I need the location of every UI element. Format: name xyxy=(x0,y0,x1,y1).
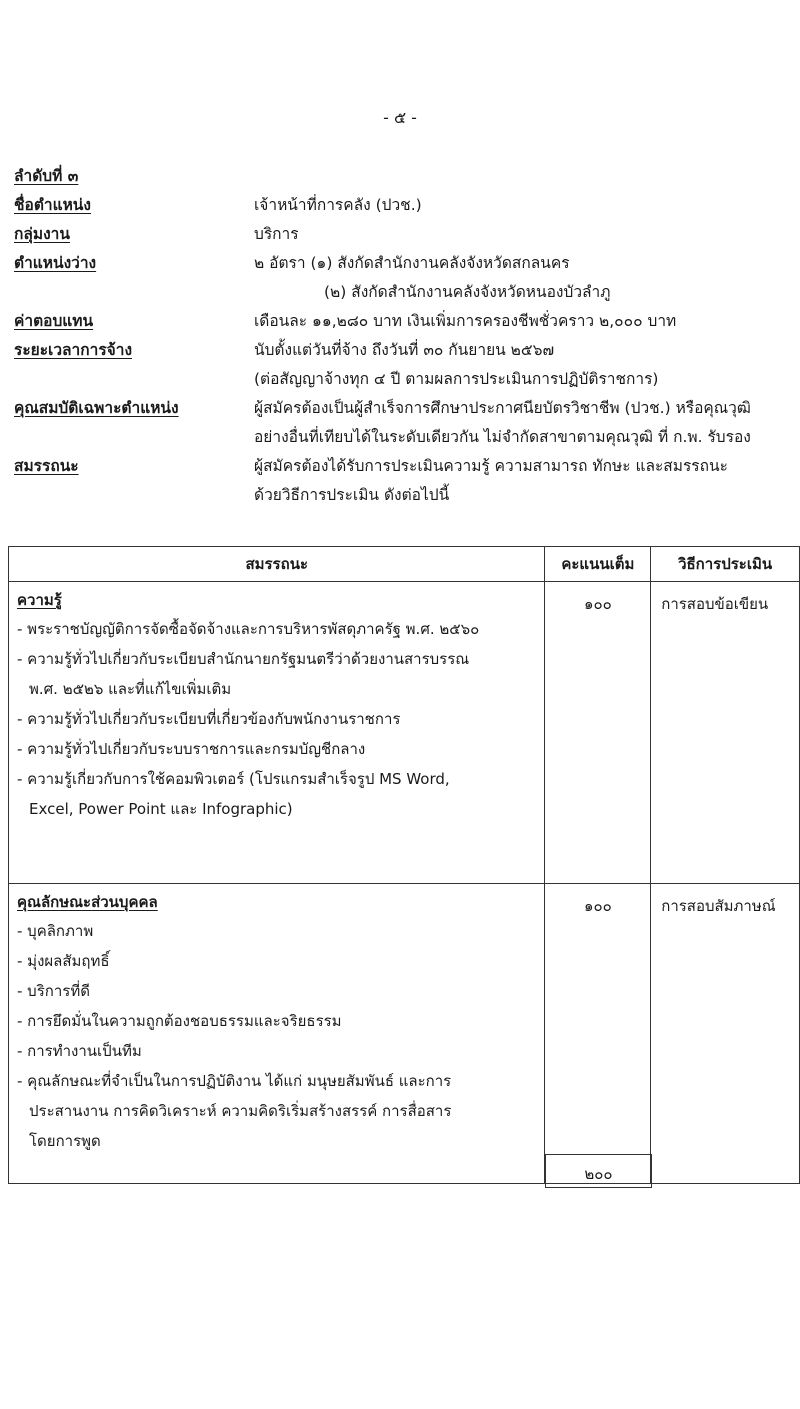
position-label: ชื่อตำแหน่ง xyxy=(14,196,91,214)
list-item: - ความรู้ทั่วไปเกี่ยวกับระเบียบที่เกี่ยวข้องกับพนักงานราชการ xyxy=(17,710,401,728)
score-cell: ๑๐๐ xyxy=(545,884,651,1184)
competency-line: ด้วยวิธีการประเมิน ดังต่อไปนี้ xyxy=(254,486,450,504)
competency-line: ผู้สมัครต้องได้รับการประเมินความรู้ ความสามารถ ทักษะ และสมรรถนะ xyxy=(254,457,728,475)
score-cell: ๑๐๐ xyxy=(545,582,651,884)
list-item: - บริการที่ดี xyxy=(17,982,90,1000)
vacancy-line: (๒) สังกัดสำนักงานคลังจังหวัดหนองบัวลำภู xyxy=(324,283,611,301)
header-full-score: คะแนนเต็ม xyxy=(545,547,651,582)
position-info xyxy=(14,162,796,510)
list-item: - บุคลิกภาพ xyxy=(17,922,94,940)
competency-label: สมรรถนะ xyxy=(14,457,79,475)
list-item: - มุ่งผลสัมฤทธิ์ xyxy=(17,952,110,970)
method-cell: การสอบสัมภาษณ์ xyxy=(651,884,800,1184)
list-item-continued: ประสานงาน การคิดวิเคราะห์ ความคิดริเริ่มสร้างสรรค์ การสื่อสาร xyxy=(29,1102,452,1120)
vacancy-label: ตำแหน่งว่าง xyxy=(14,254,97,272)
group-label: กลุ่มงาน xyxy=(14,225,70,243)
period-line: (ต่อสัญญาจ้างทุก ๔ ปี ตามผลการประเมินการปฏิบัติราชการ) xyxy=(254,370,659,388)
method-cell: การสอบข้อเขียน xyxy=(651,582,800,884)
header-competency: สมรรถนะ xyxy=(9,547,545,582)
list-item-continued: พ.ศ. ๒๕๒๖ และที่แก้ไขเพิ่มเติม xyxy=(29,680,232,698)
qualification-line: อย่างอื่นที่เทียบได้ในระดับเดียวกัน ไม่จำกัดสาขาตามคุณวุฒิ ที่ ก.พ. รับรอง xyxy=(254,428,751,446)
qualification-row xyxy=(14,394,796,452)
pay-row xyxy=(14,307,796,336)
table-row xyxy=(9,582,800,884)
period-row xyxy=(14,336,796,394)
competency-row xyxy=(14,452,796,510)
list-item: - ความรู้ทั่วไปเกี่ยวกับระเบียบสำนักนายกรัฐมนตรีว่าด้วยงานสารบรรณ xyxy=(17,650,470,668)
list-item: - การทำงานเป็นทีม xyxy=(17,1042,142,1060)
list-item-continued: โดยการพูด xyxy=(29,1132,101,1150)
position-row xyxy=(14,191,796,220)
section-knowledge xyxy=(9,582,545,884)
list-item: - ความรู้เกี่ยวกับการใช้คอมพิวเตอร์ (โปรแกรมสำเร็จรูป MS Word, xyxy=(17,770,450,788)
list-item: - พระราชบัญญัติการจัดซื้อจัดจ้างและการบริหารพัสดุภาครัฐ พ.ศ. ๒๕๖๐ xyxy=(17,620,480,638)
order-label: ลำดับที่ ๓ xyxy=(14,167,79,185)
vacancy-value xyxy=(254,249,796,307)
pay-label: ค่าตอบแทน xyxy=(14,312,94,330)
table-header-row xyxy=(9,547,800,582)
period-label: ระยะเวลาการจ้าง xyxy=(14,341,133,359)
period-line: นับตั้งแต่วันที่จ้าง ถึงวันที่ ๓๐ กันยายน ๒๕๖๗ xyxy=(254,341,555,359)
pay-value: เดือนละ ๑๑,๒๘๐ บาท เงินเพิ่มการครองชีพชั่วคราว ๒,๐๐๐ บาท xyxy=(254,312,677,330)
list-item-continued: Excel, Power Point และ Infographic) xyxy=(29,800,293,818)
page-number: - ๕ - xyxy=(383,108,417,127)
vacancy-line: ๒ อัตรา (๑) สังกัดสำนักงานคลังจังหวัดสกลนคร xyxy=(254,254,570,272)
list-item: - คุณลักษณะที่จำเป็นในการปฏิบัติงาน ได้แก่ มนุษยสัมพันธ์ และการ xyxy=(17,1072,452,1090)
vacancy-row xyxy=(14,249,796,307)
table-row xyxy=(9,884,800,1184)
list-item: - ความรู้ทั่วไปเกี่ยวกับระบบราชการและกรมบัญชีกลาง xyxy=(17,740,366,758)
position-value: เจ้าหน้าที่การคลัง (ปวช.) xyxy=(254,196,422,214)
total-score: ๒๐๐ xyxy=(545,1154,652,1188)
period-value xyxy=(254,336,796,394)
section-title: คุณลักษณะส่วนบุคคล xyxy=(17,893,158,911)
list-item: - การยึดมั่นในความถูกต้องชอบธรรมและจริยธรรม xyxy=(17,1012,342,1030)
competency-table xyxy=(8,546,800,1184)
section-personal-attributes xyxy=(9,884,545,1184)
section-title: ความรู้ xyxy=(17,591,62,609)
group-row xyxy=(14,220,796,249)
header-method: วิธีการประเมิน xyxy=(651,547,800,582)
qualification-label: คุณสมบัติเฉพาะตำแหน่ง xyxy=(14,399,179,417)
qualification-value xyxy=(254,394,796,452)
qualification-line: ผู้สมัครต้องเป็นผู้สำเร็จการศึกษาประกาศนียบัตรวิชาชีพ (ปวช.) หรือคุณวุฒิ xyxy=(254,399,751,417)
competency-value xyxy=(254,452,796,510)
group-value: บริการ xyxy=(254,225,299,243)
